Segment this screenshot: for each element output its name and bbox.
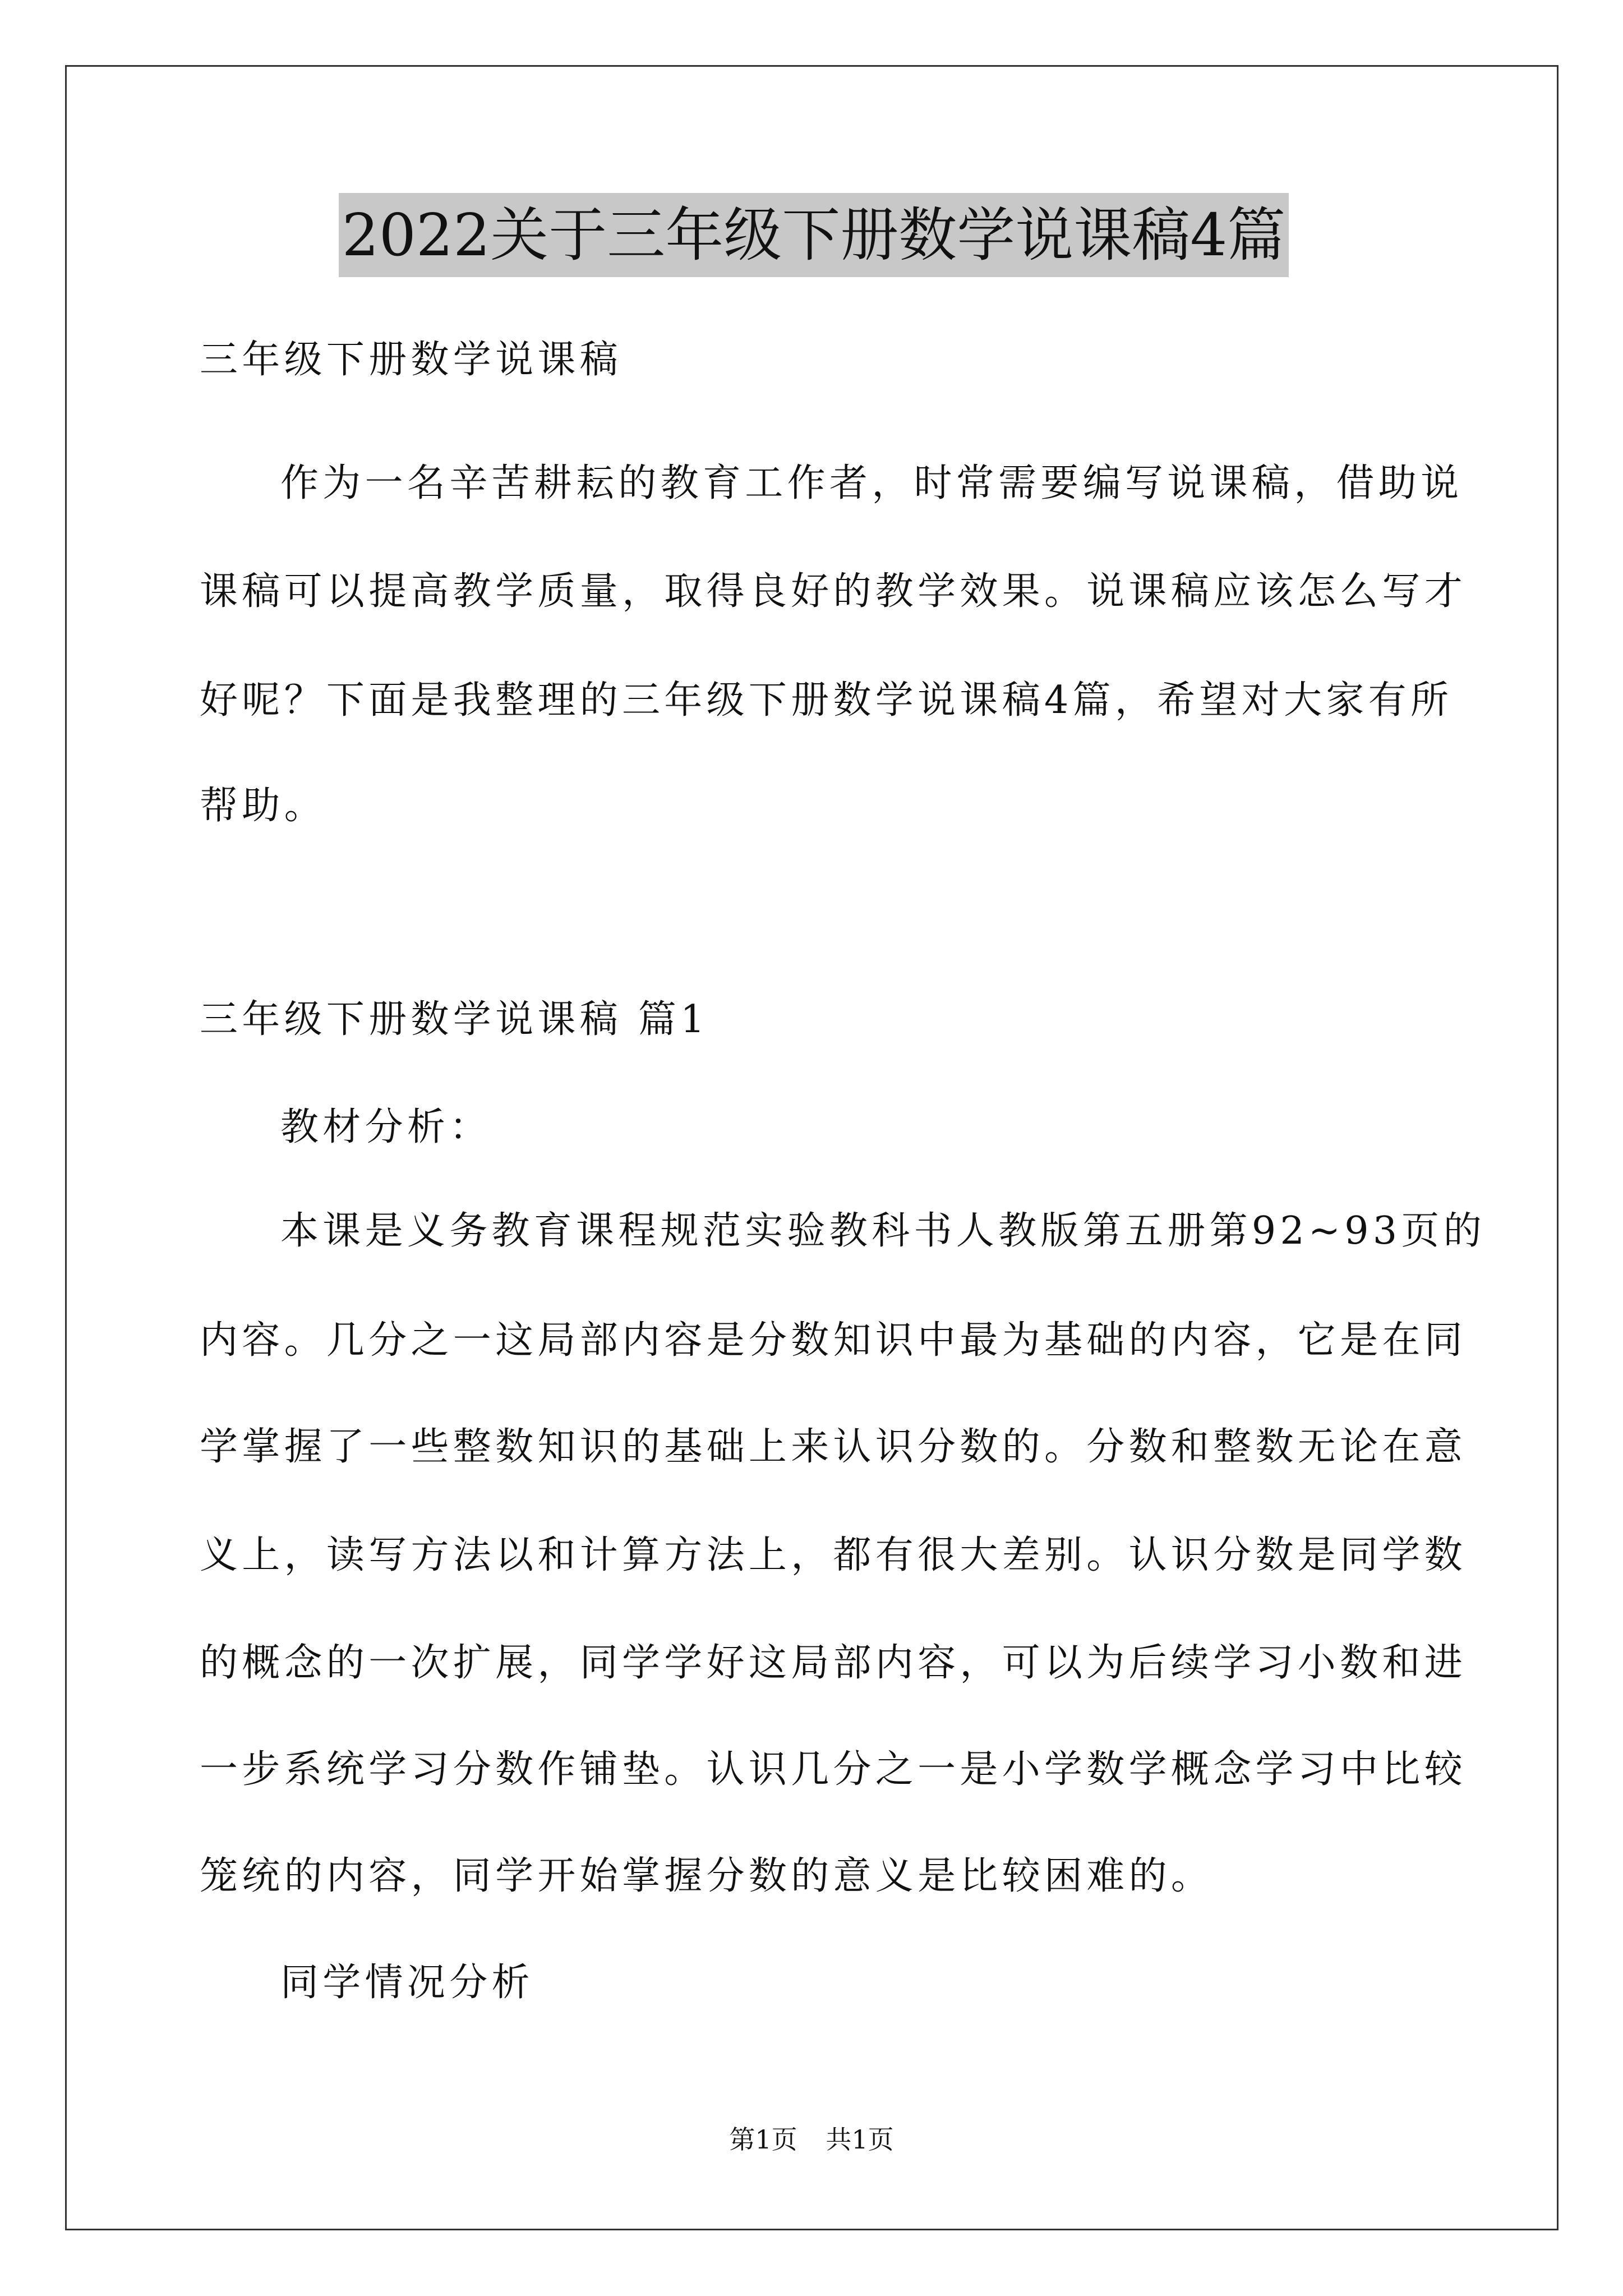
- page-number-total: 共1页: [826, 2124, 894, 2155]
- paragraph-line: 帮助。: [200, 784, 326, 828]
- title-container: [200, 193, 1428, 277]
- paragraph-line: 义上，读写方法以和计算方法上，都有很大差别。认识分数是同学数: [200, 1533, 1467, 1577]
- page-footer: [0, 2119, 1623, 2156]
- subheading: 同学情况分析: [280, 1961, 534, 2005]
- document-title: 2022关于三年级下册数学说课稿4篇: [339, 193, 1289, 277]
- paragraph-line: 课稿可以提高教学质量，取得良好的教学效果。说课稿应该怎么写才: [200, 569, 1467, 614]
- paragraph-line: 的概念的一次扩展，同学学好这局部内容，可以为后续学习小数和进: [200, 1641, 1467, 1685]
- paragraph-line: 内容。几分之一这局部内容是分数知识中最为基础的内容，它是在同: [200, 1318, 1467, 1363]
- paragraph-line: 好呢？下面是我整理的三年级下册数学说课稿4篇，希望对大家有所: [200, 678, 1453, 723]
- paragraph-line: 作为一名辛苦耕耘的教育工作者，时常需要编写说课稿，借助说: [280, 461, 1463, 505]
- paragraph-line: 一步系统学习分数作铺垫。认识几分之一是小学数学概念学习中比较: [200, 1747, 1467, 1792]
- section-heading: 三年级下册数学说课稿: [200, 338, 623, 382]
- page-number-current: 第1页: [729, 2124, 797, 2155]
- paragraph-line: 笼统的内容，同学开始掌握分数的意义是比较困难的。: [200, 1854, 1214, 1898]
- subheading: 教材分析：: [280, 1105, 492, 1149]
- paragraph-line: 本课是义务教育课程规范实验教科书人教版第五册第92~93页的: [280, 1209, 1486, 1253]
- paragraph-line: 学掌握了一些整数知识的基础上来认识分数的。分数和整数无论在意: [200, 1425, 1467, 1469]
- section-heading: 三年级下册数学说课稿 篇1: [200, 997, 709, 1042]
